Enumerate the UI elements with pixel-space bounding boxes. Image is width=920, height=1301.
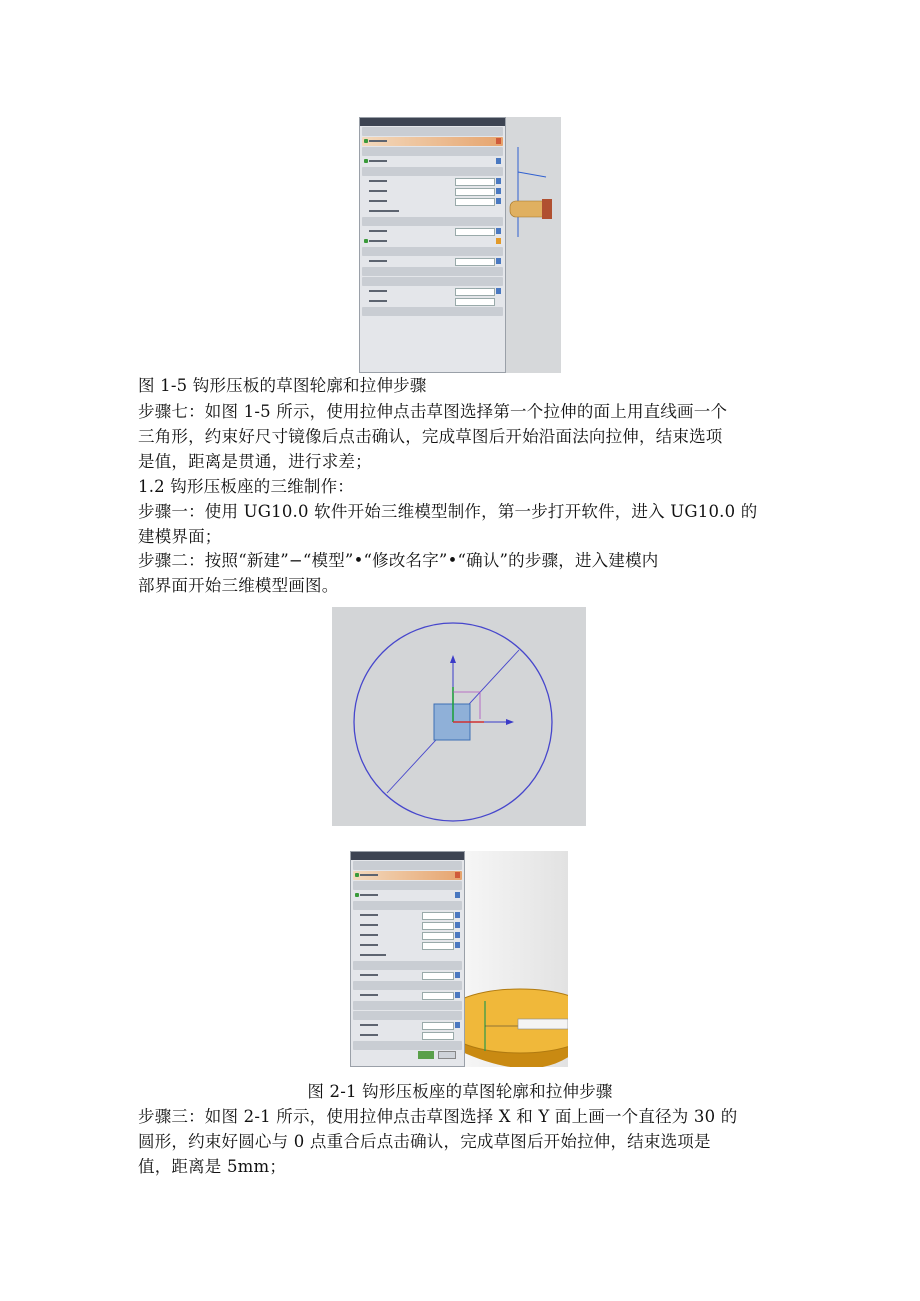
step7-line-3: 是值，距离是贯通，进行求差； xyxy=(138,452,372,471)
step2-line-1: 步骤二：按照“新建”−“模型”•“修改名字”•“确认”的步骤，进入建模内 xyxy=(138,551,659,570)
sketch-circle-image xyxy=(332,607,586,826)
step3-line-3: 值，距离是 5mm； xyxy=(138,1157,287,1176)
model-viewport xyxy=(506,117,561,373)
step3-line-2: 圆形，约束好圆心与 0 点重合后点击确认，完成草图后开始拉伸，结束选项是 xyxy=(138,1132,711,1151)
step2-line-2: 部界面开始三维模型画图。 xyxy=(138,576,339,595)
step3-line-1: 步骤三：如图 2-1 所示，使用拉伸点击草图选择 X 和 Y 面上画一个直径为 30 的 xyxy=(138,1107,738,1126)
extrude-dialog xyxy=(359,117,506,373)
extrude-dialog-2 xyxy=(350,851,465,1067)
figure-2-1-image xyxy=(350,851,568,1067)
step1-line-1: 步骤一：使用 UG10.0 软件开始三维模型制作，第一步打开软件，进入 UG10.0 的 xyxy=(138,502,758,521)
figure-2-1-caption: 图 2-1 钩形压板座的草图轮廓和拉伸步骤 xyxy=(307,1082,613,1101)
step7-line-1: 步骤七：如图 1-5 所示，使用拉伸点击草图选择第一个拉伸的面上用直线画一个 xyxy=(138,402,728,421)
section-1-2-heading: 1.2 钩形压板座的三维制作： xyxy=(138,477,354,496)
step7-line-2: 三角形，约束好尺寸镜像后点击确认，完成草图后开始沿面法向拉伸，结束选项 xyxy=(138,427,723,446)
figure-1-5-caption: 图 1-5 钩形压板的草图轮廓和拉伸步骤 xyxy=(138,376,427,395)
step1-line-2: 建模界面； xyxy=(138,527,222,546)
figure-1-5-image xyxy=(359,117,561,373)
